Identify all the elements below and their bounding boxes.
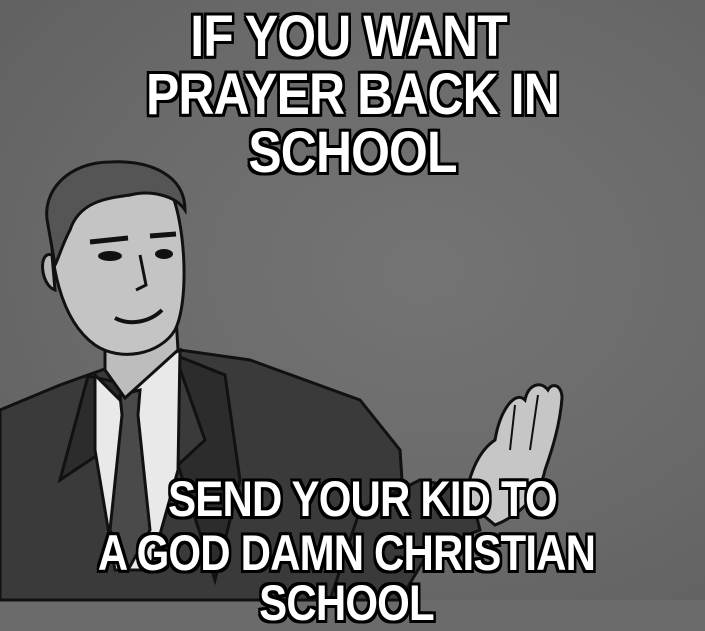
- right-eyebrow: [150, 234, 176, 236]
- top-caption: [0, 4, 705, 185]
- bottom-caption: [0, 471, 705, 631]
- left-eye: [98, 251, 122, 261]
- right-eye: [155, 249, 173, 259]
- ear: [43, 255, 55, 290]
- top-caption-line-1: IF YOU WANT: [190, 4, 507, 69]
- top-caption-line-2: PRAYER BACK IN SCHOOL: [146, 62, 559, 185]
- bottom-caption-line-1: SEND YOUR KID TO: [168, 471, 557, 527]
- bottom-caption-line-2: A GOD DAMN CHRISTIAN SCHOOL: [97, 525, 596, 631]
